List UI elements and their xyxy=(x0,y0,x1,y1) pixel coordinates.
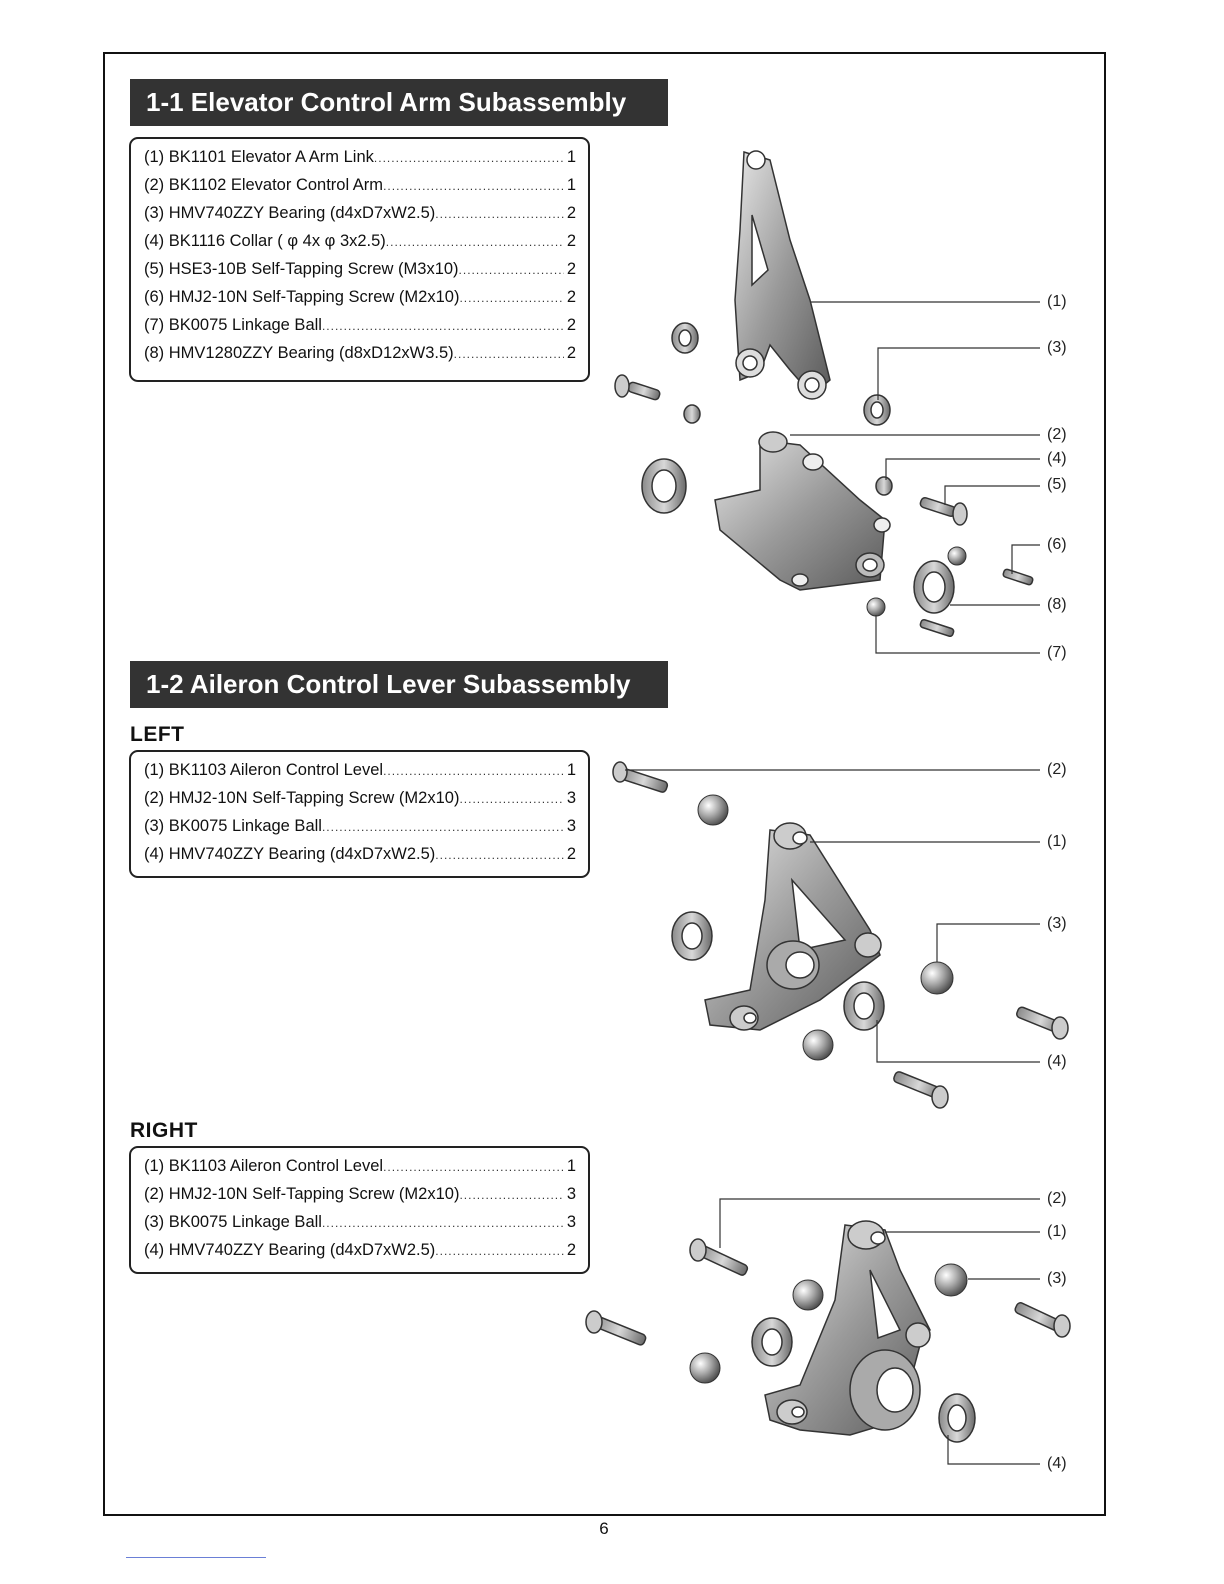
part-row: (6) HMJ2-10N Self-Tapping Screw (M2x10) ..... 2 xyxy=(144,288,576,316)
elevator-control-arm-illustration xyxy=(715,432,890,590)
page-number: 6 xyxy=(599,1519,609,1538)
callout-label: (1) xyxy=(1047,1223,1067,1240)
part-row: (1) BK1101 Elevator A Arm Link ..... 1 xyxy=(144,148,576,176)
footnote-rule xyxy=(126,1557,266,1558)
callout-label: (1) xyxy=(1047,833,1067,850)
part-row: (8) HMV1280ZZY Bearing (d8xD12xW3.5) ..... 2 xyxy=(144,344,576,372)
left-label: LEFT xyxy=(130,723,185,746)
callout-label: (4) xyxy=(1047,450,1067,467)
part-row: (3) BK0075 Linkage Ball ..... 3 xyxy=(144,817,576,845)
elevator-arm-link-illustration xyxy=(735,151,830,399)
part-row: (3) HMV740ZZY Bearing (d4xD7xW2.5) ..... 2 xyxy=(144,204,576,232)
part-row: (4) BK1116 Collar ( φ 4x φ 3x2.5) ..... 2 xyxy=(144,232,576,260)
callout-label: (1) xyxy=(1047,293,1067,310)
callout-label: (2) xyxy=(1047,761,1067,778)
part-row: (1) BK1103 Aileron Control Level ..... 1 xyxy=(144,1157,576,1185)
section-1-title: 1-1 Elevator Control Arm Subassembly xyxy=(130,79,668,126)
callout-label: (3) xyxy=(1047,1270,1067,1287)
callout-label: (2) xyxy=(1047,1190,1067,1207)
callout-label: (4) xyxy=(1047,1053,1067,1070)
callout-label: (4) xyxy=(1047,1455,1067,1472)
callout-label: (7) xyxy=(1047,644,1067,661)
part-row: (1) BK1103 Aileron Control Level ..... 1 xyxy=(144,761,576,789)
part-row: (4) HMV740ZZY Bearing (d4xD7xW2.5) ..... 2 xyxy=(144,1241,576,1269)
callout-label: (8) xyxy=(1047,596,1067,613)
right-label: RIGHT xyxy=(130,1119,198,1142)
part-row: (2) BK1102 Elevator Control Arm ..... 1 xyxy=(144,176,576,204)
callout-label: (3) xyxy=(1047,915,1067,932)
part-row: (2) HMJ2-10N Self-Tapping Screw (M2x10) ..... 3 xyxy=(144,789,576,817)
part-row: (4) HMV740ZZY Bearing (d4xD7xW2.5) ..... 2 xyxy=(144,845,576,873)
section-2-title: 1-2 Aileron Control Lever Subassembly xyxy=(130,661,668,708)
part-row: (7) BK0075 Linkage Ball ..... 2 xyxy=(144,316,576,344)
callout-label: (3) xyxy=(1047,339,1067,356)
part-row: (2) HMJ2-10N Self-Tapping Screw (M2x10) ..... 3 xyxy=(144,1185,576,1213)
callout-label: (5) xyxy=(1047,476,1067,493)
part-row: (5) HSE3-10B Self-Tapping Screw (M3x10) ..... 2 xyxy=(144,260,576,288)
aileron-lever-right-illustration xyxy=(765,1221,930,1435)
part-row: (3) BK0075 Linkage Ball ..... 3 xyxy=(144,1213,576,1241)
callout-label: (6) xyxy=(1047,536,1067,553)
callout-label: (2) xyxy=(1047,426,1067,443)
